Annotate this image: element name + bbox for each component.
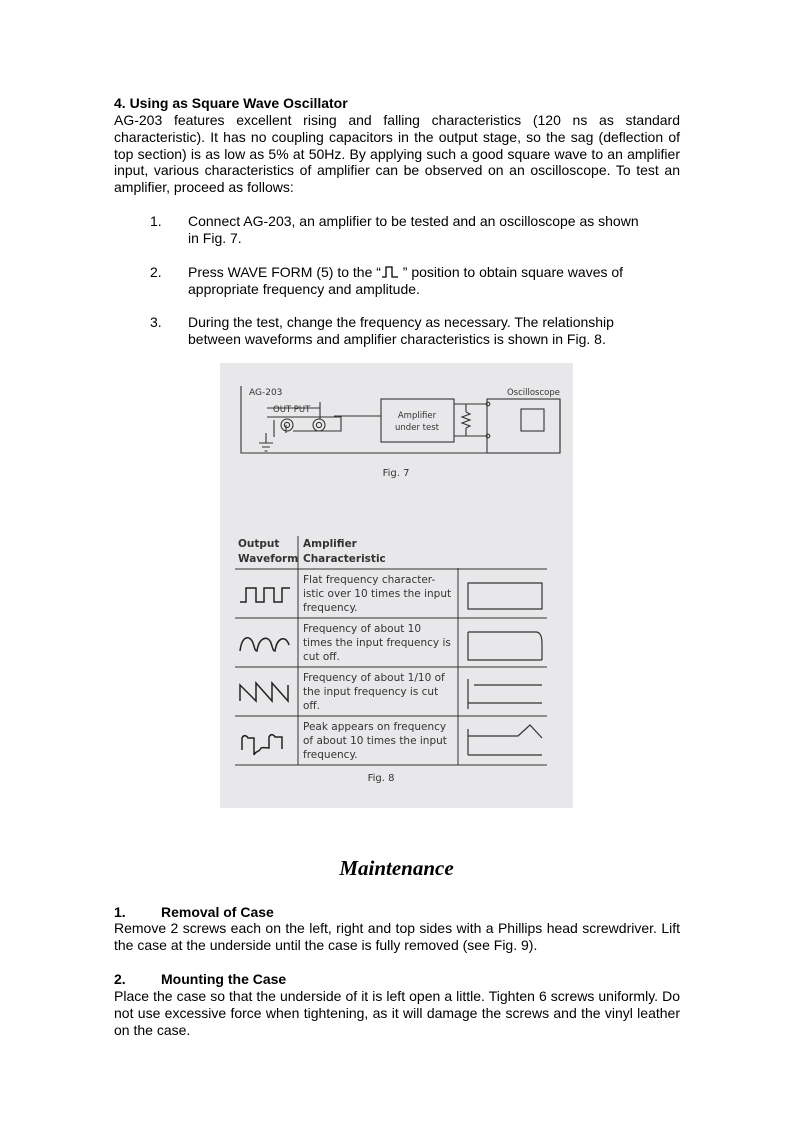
subsection-text: Remove 2 screws each on the left, right and top sides with a Phillips head screwdriver. Lift the case at the underside until the case is fully removed (see Fig. 9). [114,920,680,953]
peak-response-graph [468,725,542,755]
fig8-row-text: Peak appears on frequency [303,721,447,733]
subsection-number: 1. [114,904,126,920]
rounded-wave-icon [240,638,289,651]
section-intro: AG-203 features excellent rising and falling characteristics (120 ns as standard characteristic). It has no coupling capacitors in the output stage, so the sag (deflection of top section) is as low as 5% at 50Hz. By applying such a good square wave to an amplifier input, various characteristics of amplifier can be observed on an oscilloscope. To test an amplifier, proceed as follows: [114,112,680,196]
fig8-row-text: cut off. [303,651,340,663]
fig8-caption: Fig. 8 [367,773,395,784]
fig8-row-text: Frequency of about 10 [303,623,422,635]
list-text-start: Press WAVE FORM (5) to the “ [188,264,381,280]
fig7-caption: Fig. 7 [382,468,410,479]
cutoff-response-graph [468,632,542,660]
list-text: Connect AG-203, an amplifier to be tested and an oscilloscope as shown in Fig. 7. [188,213,639,246]
list-number: 1. [150,213,162,229]
figure-scan [220,363,573,808]
list-number: 2. [150,264,162,280]
fig7-output-label: OUT PUT [273,405,311,415]
fig8-row-text: frequency. [303,749,358,761]
subsection-number: 2. [114,971,126,987]
fig8-response-graphs [468,583,542,755]
subsection-title: Removal of Case [161,904,274,920]
sawtooth-wave-icon [240,683,288,701]
fig7-generator-label: AG-203 [249,388,283,398]
list-text [188,264,648,298]
square-pulse-icon [381,266,399,278]
fig8-row-text: of about 10 times the input [303,735,447,747]
fig7-scope-label: Oscilloscope [506,388,560,398]
fig8-row-text: off. [303,700,320,712]
fig8-header-output: Output [238,538,280,550]
square-wave-icon [240,588,290,602]
fig8-row-text: Flat frequency character- [303,574,436,586]
list-number: 3. [150,314,162,330]
subsection-text: Place the case so that the underside of it is left open a little. Tighten 6 screws uniformly. Do not use excessive force when tightening, as it will damage the screws and the vinyl leather on the case. [114,988,680,1038]
list-text: During the test, change the frequency as necessary. The relationship between waveforms and amplifier characteristics is shown in Fig. 8. [188,314,614,347]
fig8-row-text: the input frequency is cut [303,686,439,698]
low-cutoff-response-graph [468,679,542,709]
fig8-row-text: frequency. [303,602,358,614]
list-text-end: ” position to obtain square waves of appropriate frequency and amplitude. [188,264,624,297]
fig8-row-text: istic over 10 times the input [303,588,452,600]
section-title: 4. Using as Square Wave Oscillator [114,95,348,111]
subsection-title: Mounting the Case [161,971,287,987]
fig8-row-text: times the input frequency is [303,637,451,649]
fig7-amplifier-label: under test [395,423,439,433]
fig8-header-characteristic: Amplifier [303,538,357,550]
peaked-wave-icon [242,735,282,755]
maintenance-heading: Maintenance [339,856,454,880]
fig8-row-text: Frequency of about 1/10 of [303,672,445,684]
fig8-header-characteristic: Characteristic [303,553,386,565]
flat-response-graph [468,583,542,609]
fig8-header-output: Waveform [238,553,299,565]
fig7-amplifier-label: Amplifier [397,411,437,421]
